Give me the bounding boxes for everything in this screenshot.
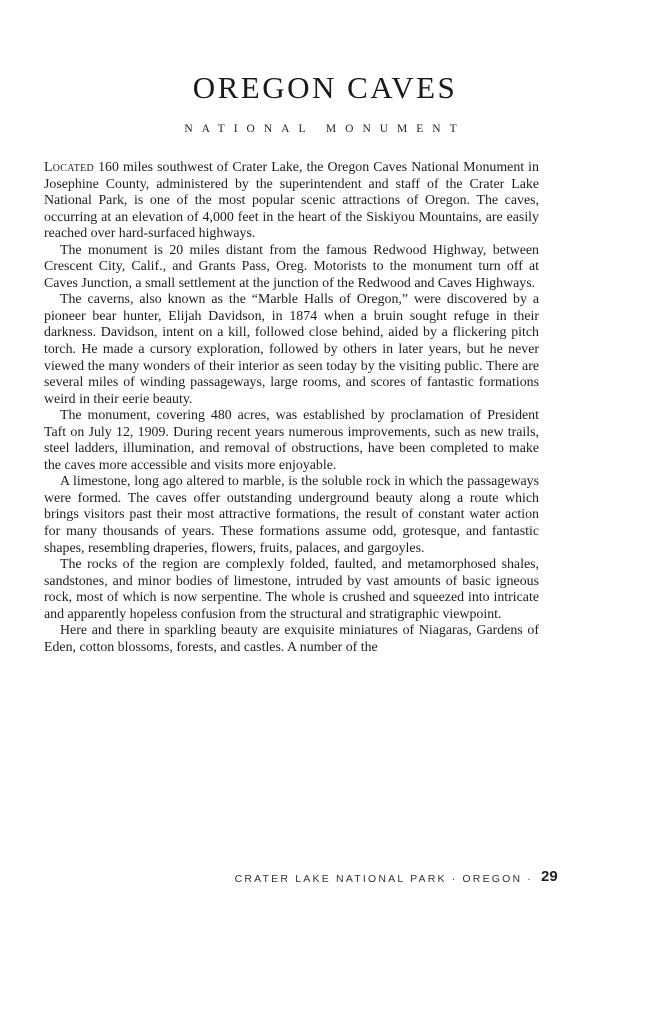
footer-separator: · <box>451 873 458 885</box>
paragraph-5: A limestone, long ago altered to marble, is the soluble rock in which the passageways were formed. The caves offer outstanding underground beauty along a route which brings visitors past their most attractive formations, the result of constant water action for many thousands of years. These formations assume odd, grotesque, and fantastic shapes, resembling draperies, flowers, fruits, palaces, and gargoyles. <box>44 474 539 556</box>
paragraph-4: The monument, covering 480 acres, was established by proclamation of President Taft on July 12, 1909. During recent years numerous improvements, such as new trails, steel ladders, illumination, and removal of obstructions, have been completed to make the caves more accessible and visits more enjoyable. <box>44 408 539 473</box>
article-body <box>44 160 539 656</box>
footer-state: OREGON <box>462 873 523 885</box>
paragraph-3: The caverns, also known as the “Marble Halls of Oregon,” were discovered by a pioneer bear hunter, Elijah Davidson, in 1874 when a bruin sought refuge in their darkness. Davidson, intent on a kill, followed close behind, aided by a flickering pitch torch. He made a cursory exploration, followed by others in later years, but he never viewed the many wonders of their interior as seen today by the visiting public. There are several miles of winding passageways, large rooms, and scores of fantastic formations weird in their eerie beauty. <box>44 292 539 407</box>
paragraph-2: The monument is 20 miles distant from the famous Redwood Highway, between Crescent City, Calif., and Grants Pass, Oreg. Motorists to the monument turn off at Caves Junction, a small settlement at the junction of the Redwood and Caves Highways. <box>44 242 539 291</box>
paragraph-1 <box>44 160 539 243</box>
footer-separator-2: · <box>527 873 533 885</box>
paragraph-1-text: 160 miles southwest of Crater Lake, the Oregon Caves National Monument in Josephine County, administered by the superintendent and staff of the Crater Lake National Park, is one of the most popular scenic attractions of Oregon. The caves, occurring at an elevation of 4,000 feet in the heart of the Siskiyou Mountains, are easily reached over hard-surfaced highways. <box>44 160 539 242</box>
lead-in-word: Located <box>44 160 95 175</box>
footer-park-name: CRATER LAKE NATIONAL PARK <box>234 873 447 885</box>
paragraph-7: Here and there in sparkling beauty are exquisite miniatures of Niagaras, Gardens of Eden, cotton blossoms, forests, and castles. A number of the <box>44 623 539 655</box>
page-number: 29 <box>541 868 558 885</box>
page-title: OREGON CAVES <box>192 70 458 105</box>
running-footer <box>235 873 538 885</box>
page-subtitle: NATIONAL MONUMENT <box>184 123 466 135</box>
paragraph-6: The rocks of the region are complexly folded, faulted, and metamorphosed shales, sandstones, and minor bodies of limestone, intruded by vast amounts of basic igneous rock, most of which is now serpentine. The whole is crushed and squeezed into intricate and apparently hopeless confusion from the structural and stratigraphic viewpoint. <box>44 557 539 622</box>
